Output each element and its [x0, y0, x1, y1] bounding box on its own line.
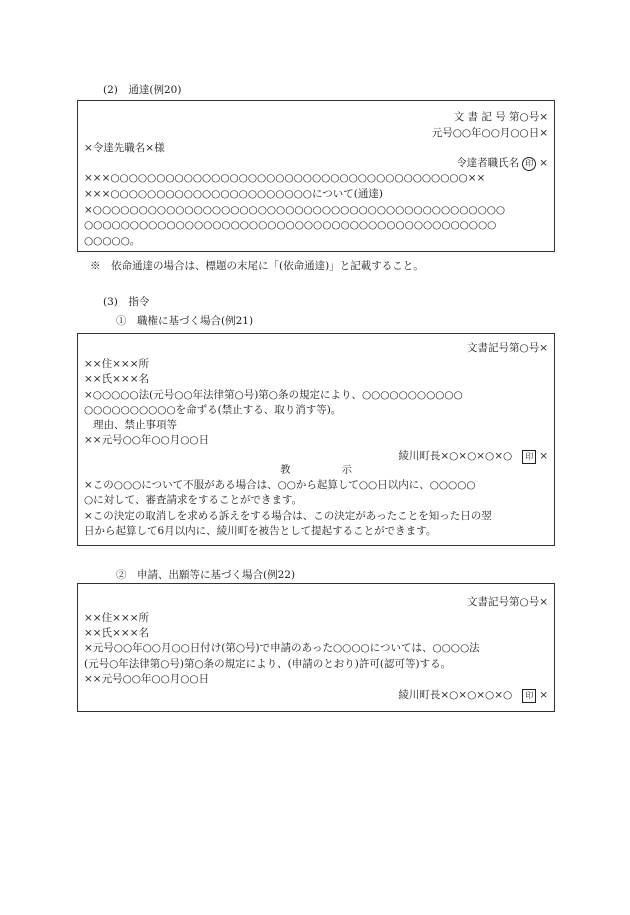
date-line: ××元号○○年○○月○○日 — [84, 434, 210, 446]
subsection-heading-ex22: ② 申請、出願等に基づく場合(例22) — [116, 569, 296, 581]
notice-document-box — [77, 100, 555, 252]
directive-document-box — [77, 333, 555, 546]
date-line: ××元号○○年○○月○○日 — [84, 673, 210, 685]
sender-name: 令達者職氏名 — [456, 157, 520, 169]
instruction-line: ×この決定の取消しを求める訴えをする場合は、この決定があったことを知った日の翌 — [84, 510, 492, 522]
title-line: ×××○○○○○○○○○○○○○○○○○○○○○○○○○○○○○○○○○○○○○○○×× — [84, 172, 486, 184]
issuer-line — [398, 689, 548, 703]
reason-line: 理由、禁止事項等 — [93, 419, 177, 431]
address-line: ××住×××所 — [84, 612, 149, 624]
issuer-suffix: × — [539, 450, 548, 462]
address-line: ××住×××所 — [84, 358, 149, 370]
seal-icon: 印 — [522, 689, 536, 703]
addressee: ×令達先職名×様 — [84, 142, 165, 154]
body-line: ○○○○○○○○○○○○○○○○○○○○○○○○○○○○○○○○○○○○○○○○○○○○○ — [84, 219, 497, 231]
subsection-heading-ex21: ① 職権に基づく場合(例21) — [116, 315, 254, 327]
instruction-title: 教 示 — [280, 464, 352, 476]
seal-icon: 印 — [522, 450, 536, 464]
issuer-name: 綾川町長×○×○×○×○ — [398, 689, 513, 701]
sender-line — [456, 157, 548, 171]
doc-number: 文 書 記 号 第○号× — [453, 111, 548, 123]
instruction-line: ×この○○○について不服がある場合は、○○から起算して○○日以内に、○○○○○ — [84, 479, 476, 491]
doc-number: 文書記号第○号× — [467, 342, 548, 354]
issuer-line — [398, 450, 548, 464]
doc-date: 元号○○年○○月○○日× — [431, 127, 548, 139]
body-line: ×元号○○年○○月○○日付け(第○号)で申請のあった○○○○については、○○○○法 — [84, 642, 480, 654]
name-line: ××氏×××名 — [84, 373, 149, 385]
instruction-line: 日から起算して6月以内に、綾川町を被告として提起することができます。 — [84, 525, 437, 537]
body-line: ×○○○○○○○○○○○○○○○○○○○○○○○○○○○○○○○○○○○○○○○○○○○○○ — [84, 204, 506, 216]
body-line: (元号○年法律第○号)第○条の規定により、(申請のとおり)許可(認可等)する。 — [84, 658, 452, 670]
application-directive-box — [77, 583, 555, 712]
issuer-name: 綾川町長×○×○×○×○ — [398, 450, 513, 462]
doc-number: 文書記号第○号× — [467, 596, 548, 608]
issuer-suffix: × — [539, 689, 548, 701]
section-heading-notice: (2) 通達(例20) — [103, 84, 182, 96]
title-line: ×××○○○○○○○○○○○○○○○○○○○○○○について(通達) — [84, 188, 383, 200]
body-line: ○○○○○○○○○○を命ずる(禁止する、取り消す等)。 — [84, 404, 342, 416]
note-text: ※ 依命通達の場合は、標題の末尾に「(依命通達)」と記載すること。 — [90, 260, 424, 272]
name-line: ××氏×××名 — [84, 627, 149, 639]
body-line: ○○○○○。 — [84, 235, 141, 247]
instruction-line: ○に対して、審査請求をすることができます。 — [84, 494, 303, 506]
sender-suffix: × — [539, 157, 548, 169]
section-heading-directive: (3) 指令 — [103, 296, 150, 308]
body-line: ×○○○○○法(元号○○年法律第○号)第○条の規定により、○○○○○○○○○○○ — [84, 389, 463, 401]
seal-icon: 印 — [522, 157, 536, 171]
